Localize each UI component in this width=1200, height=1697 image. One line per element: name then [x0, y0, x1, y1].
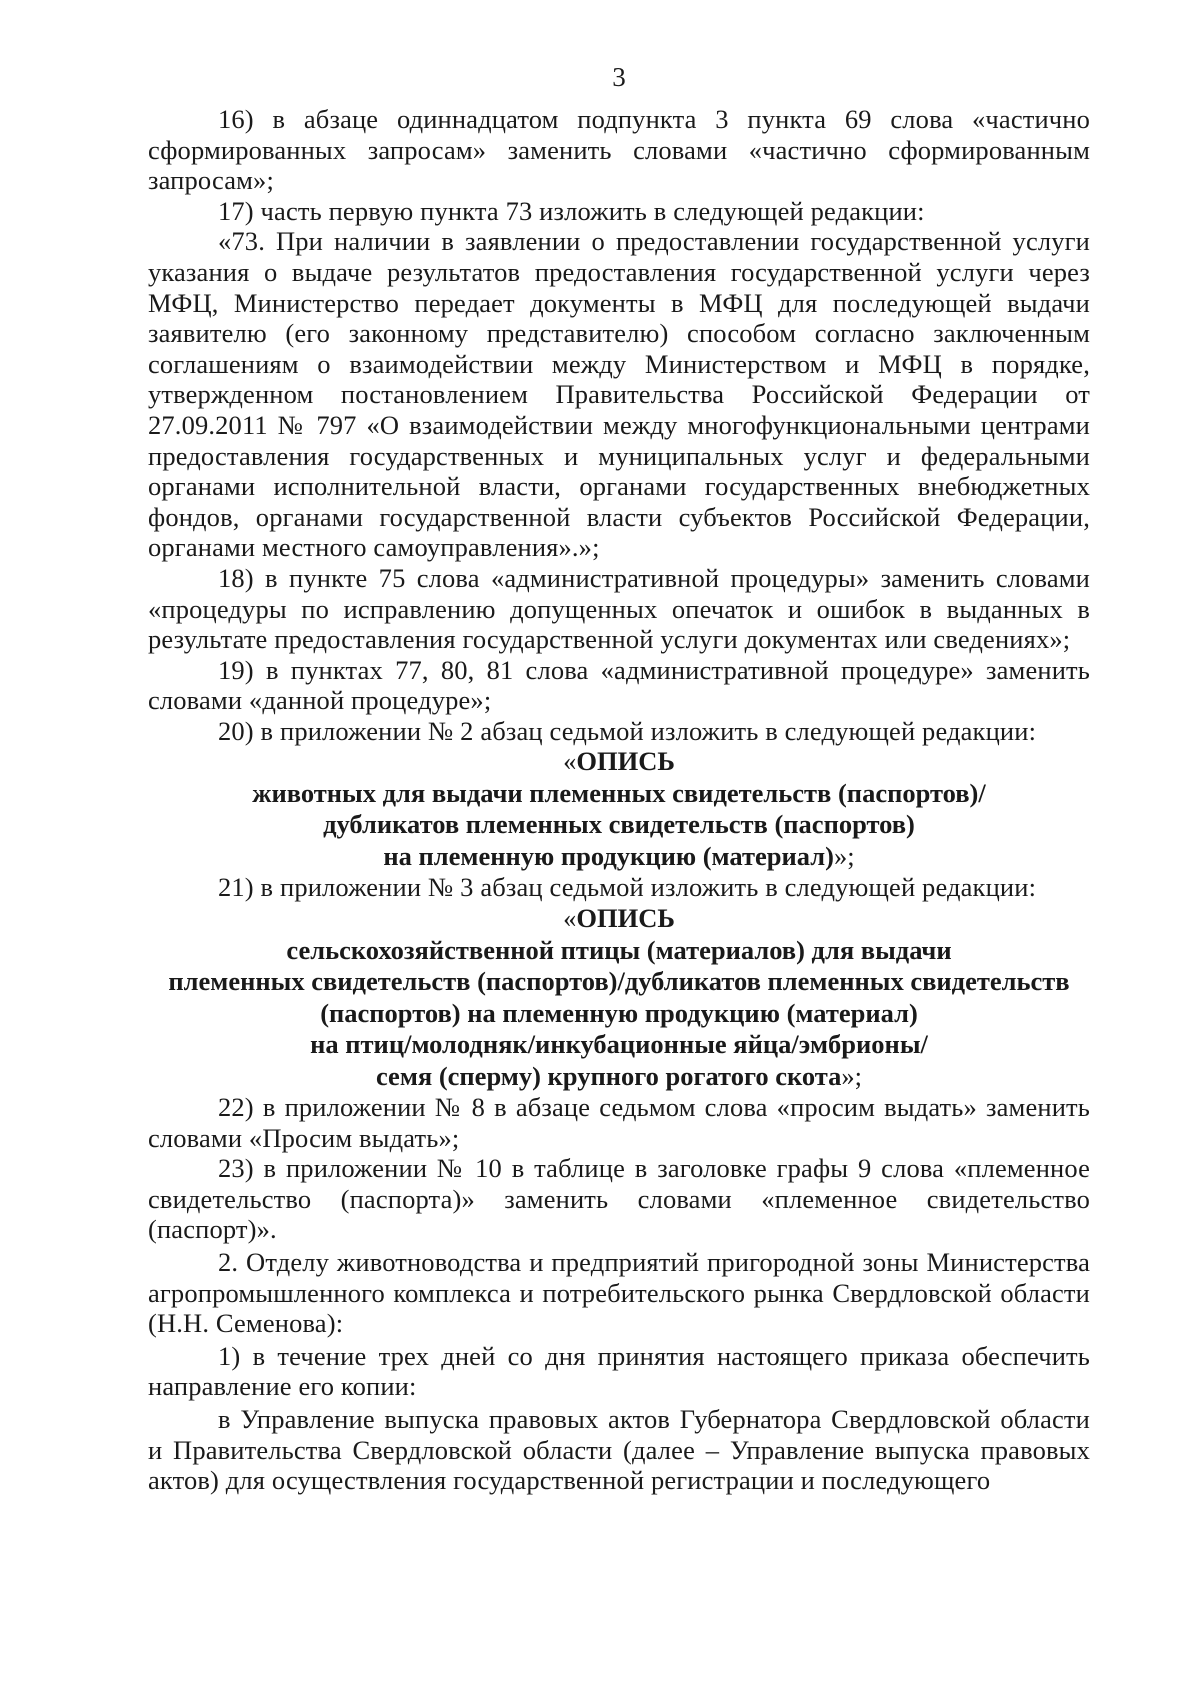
heading-text: семя (сперму) крупного рогатого скота	[375, 1060, 842, 1091]
appendix-3-heading	[148, 903, 1090, 1092]
heading-line: сельскохозяйственной птицы (материалов) для выдачи	[286, 934, 952, 965]
heading-line: на птиц/молодняк/инкубационные яйца/эмбрионы/	[310, 1029, 928, 1060]
item-16: 16) в абзаце одиннадцатом подпункта 3 пункта 69 слова «частично сформированных запросам» заменить словами «частично сформированным запросам»;	[148, 104, 1090, 196]
heading-line: животных для выдачи племенных свидетельств (паспортов)/	[252, 777, 986, 808]
heading-title: ОПИСЬ	[576, 746, 675, 777]
page-number: 3	[612, 62, 626, 92]
heading-line	[148, 746, 1090, 778]
item-23: 23) в приложении № 10 в таблице в заголовке графы 9 слова «племенное свидетельство (паспорта)» заменить словами «племенное свидетельство (паспорт)».	[148, 1153, 1090, 1245]
item-19: 19) в пунктах 77, 80, 81 слова «административной процедуре» заменить словами «данной процедуре»;	[148, 654, 1090, 716]
section-2: 2. Отделу животноводства и предприятий пригородной зоны Министерства агропромышленного комплекса и потребительского рынка Свердловской области (Н.Н. Семенова):	[148, 1247, 1090, 1339]
open-quote: «	[563, 746, 577, 777]
quoted-paragraph-73: «73. При наличии в заявлении о предоставлении государственной услуги указания о выдаче результатов предоставления государственной услуги через МФЦ, Министерство передает документы в МФЦ для последующей выдачи заявителю (его законному представителю) способом согласно заключенным соглашениям о взаимодействии между Министерством и МФЦ в порядке, утвержденном постановлением Правительства Российской Федерации от 27.09.2011 № 797 «О взаимодействии между многофункциональными центрами предоставления государственных и муниципальных услуг и федеральными органами исполнительной власти, органами государственных внебюджетных фондов, органами государственной власти субъектов Российской Федерации, органами местного самоуправления».»;	[148, 226, 1090, 563]
heading-line: племенных свидетельств (паспортов)/дубликатов племенных свидетельств	[168, 966, 1070, 997]
item-22: 22) в приложении № 8 в абзаце седьмом слова «просим выдать» заменить словами «Просим выдать»;	[148, 1092, 1090, 1153]
heading-line: дубликатов племенных свидетельств (паспортов)	[323, 809, 915, 840]
section-2-item-1-recipient: в Управление выпуска правовых актов Губернатора Свердловской области и Правительства Свердловской области (далее – Управление выпуска правовых актов) для осуществления государственной регистрации и последующего	[148, 1404, 1090, 1496]
close-quote: »;	[833, 840, 855, 871]
heading-line: (паспортов) на племенную продукцию (материал)	[320, 997, 918, 1028]
item-20: 20) в приложении № 2 абзац седьмой изложить в следующей редакции:	[218, 715, 1037, 746]
item-18: 18) в пункте 75 слова «административной процедуры» заменить словами «процедуры по исправлению допущенных опечаток и ошибок в выданных в результате предоставления государственной услуги документах или сведениях»;	[148, 562, 1090, 655]
item-21: 21) в приложении № 3 абзац седьмой изложить в следующей редакции:	[218, 872, 1037, 903]
section-2-item-1: 1) в течение трех дней со дня принятия настоящего приказа обеспечить направление его копии:	[148, 1340, 1090, 1402]
heading-line	[148, 903, 1090, 935]
heading-text: на племенную продукцию (материал)	[383, 840, 834, 871]
heading-title: ОПИСЬ	[576, 903, 675, 934]
open-quote: «	[563, 903, 577, 934]
close-quote: »;	[841, 1060, 863, 1091]
appendix-2-heading	[148, 746, 1090, 872]
heading-line	[148, 841, 1090, 873]
item-17: 17) часть первую пункта 73 изложить в следующей редакции:	[218, 195, 925, 226]
heading-line	[148, 1061, 1090, 1093]
